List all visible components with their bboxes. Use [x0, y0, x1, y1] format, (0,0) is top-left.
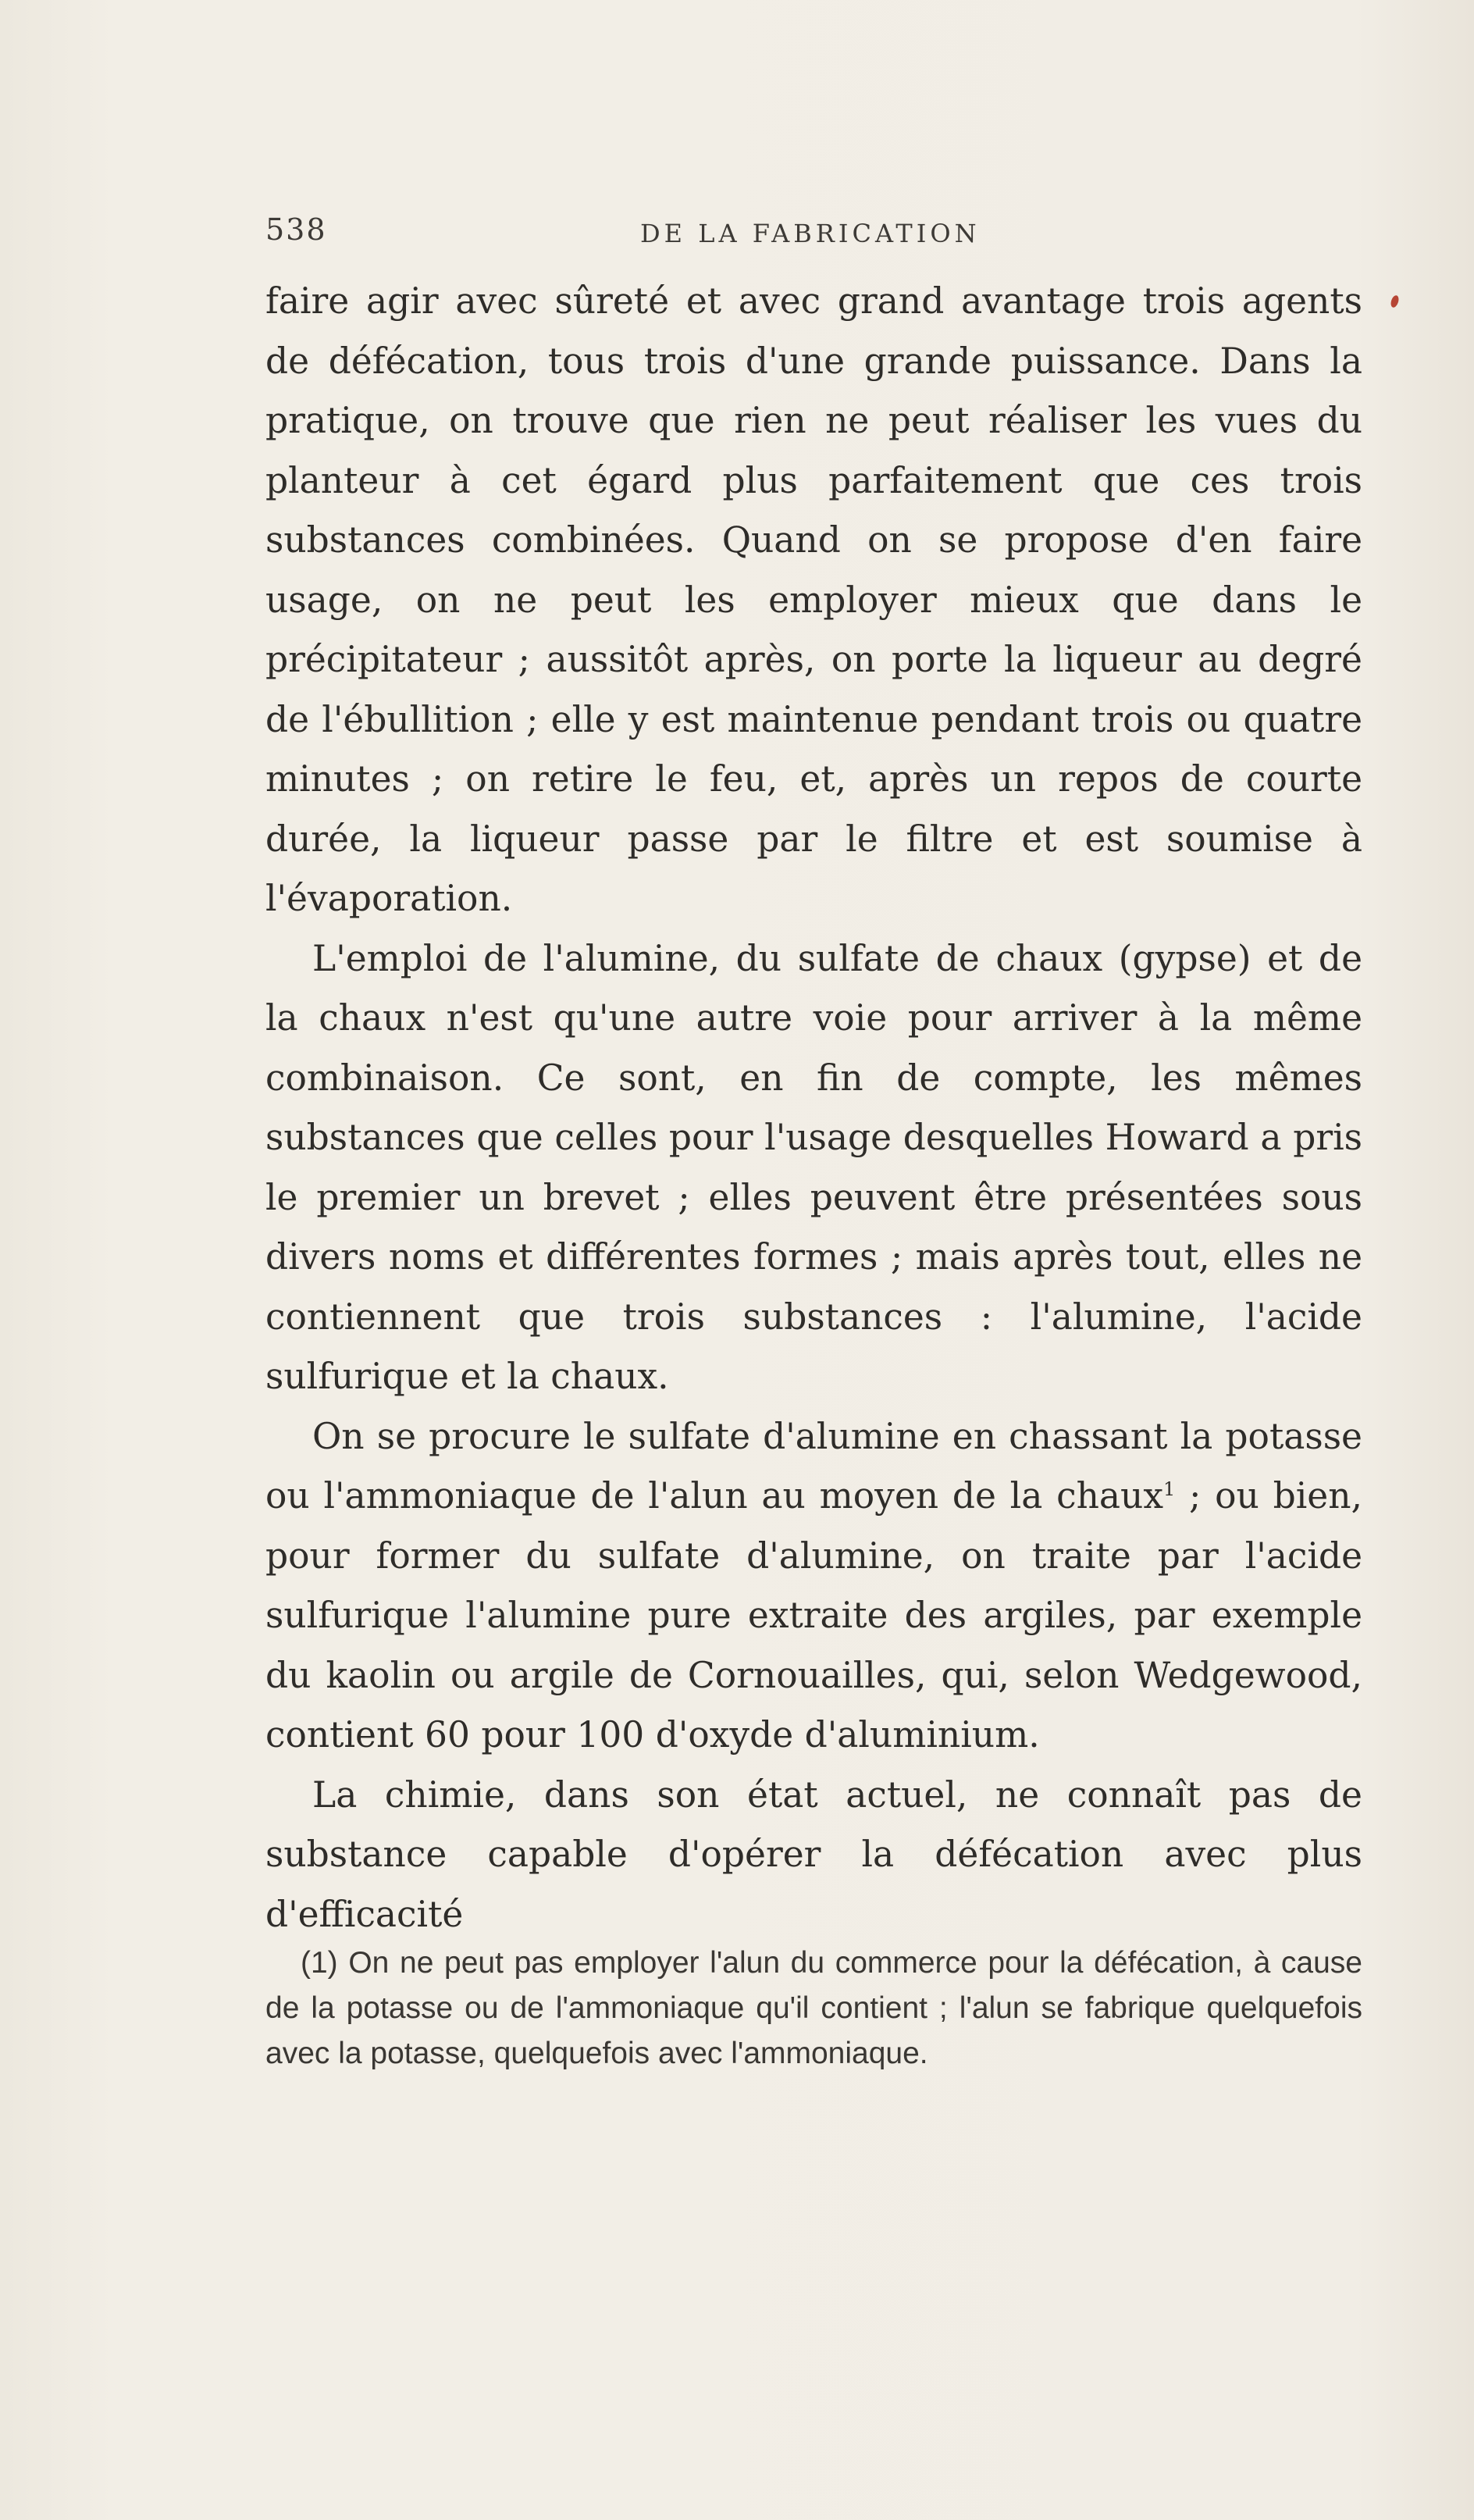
paragraph-4 [265, 1766, 1362, 1945]
footnote-marker: (1) [301, 1946, 338, 1980]
paragraph-1 [265, 272, 1362, 929]
body-text [265, 272, 1362, 1944]
ink-mark-icon [1390, 294, 1401, 308]
paragraph-3-text-continued: ; ou bien, pour former du sulfate d'alumine, on traite par l'acide sulfurique l'alumine pure extraite des argiles, par exemple du kaolin ou argile de Cornouailles, qui, selon Wedgewood, contient 60 pour 100 d'oxyde d'aluminium. [265, 1475, 1362, 1755]
paragraph-4-text: La chimie, dans son état actuel, ne connaît pas de substance capable d'opérer la défécation avec plus d'efficacité [265, 1773, 1362, 1935]
page-header [265, 212, 1374, 259]
footnote [265, 1941, 1362, 2076]
running-title: DE LA FABRICATION [640, 219, 981, 248]
footnote-paragraph [265, 1941, 1362, 2076]
paragraph-3-text: On se procure le sulfate d'alumine en chassant la potasse ou l'ammoniaque de l'alun au moyen de la chaux [265, 1415, 1362, 1517]
paragraph-1-text: faire agir avec sûreté et avec grand avantage trois agents de défécation, tous trois d'une grande puissance. Dans la pratique, on trouve que rien ne peut réaliser les vues du planteur à cet égard plus parfaitement que ces trois substances combinées. Quand on se propose d'en faire usage, on ne peut les employer mieux que dans le précipitateur ; aussitôt après, on porte la liqueur au degré de l'ébullition ; elle y est maintenue pendant trois ou quatre minutes ; on retire le feu, et, après un repos de courte durée, la liqueur passe par le filtre et est soumise à l'évaporation. [265, 280, 1362, 919]
page-number: 538 [265, 212, 327, 247]
footnote-reference: 1 [1163, 1477, 1176, 1500]
paragraph-3 [265, 1407, 1362, 1766]
paragraph-2 [265, 929, 1362, 1407]
paragraph-2-text: L'emploi de l'alumine, du sulfate de chaux (gypse) et de la chaux n'est qu'une autre voie pour arriver à la même combinaison. Ce sont, en fin de compte, les mêmes substances que celles pour l'usage desquelles Howard a pris le premier un brevet ; elles peuvent être présentées sous divers noms et différentes formes ; mais après tout, elles ne contiennent que trois substances : l'alumine, l'acide sulfurique et la chaux. [265, 937, 1362, 1397]
footnote-text: On ne peut pas employer l'alun du commerce pour la défécation, à cause de la potasse ou de l'ammoniaque qu'il contient ; l'alun se fabrique quelquefois avec la potasse, quelquefois avec l'ammoniaque. [265, 1946, 1362, 2070]
